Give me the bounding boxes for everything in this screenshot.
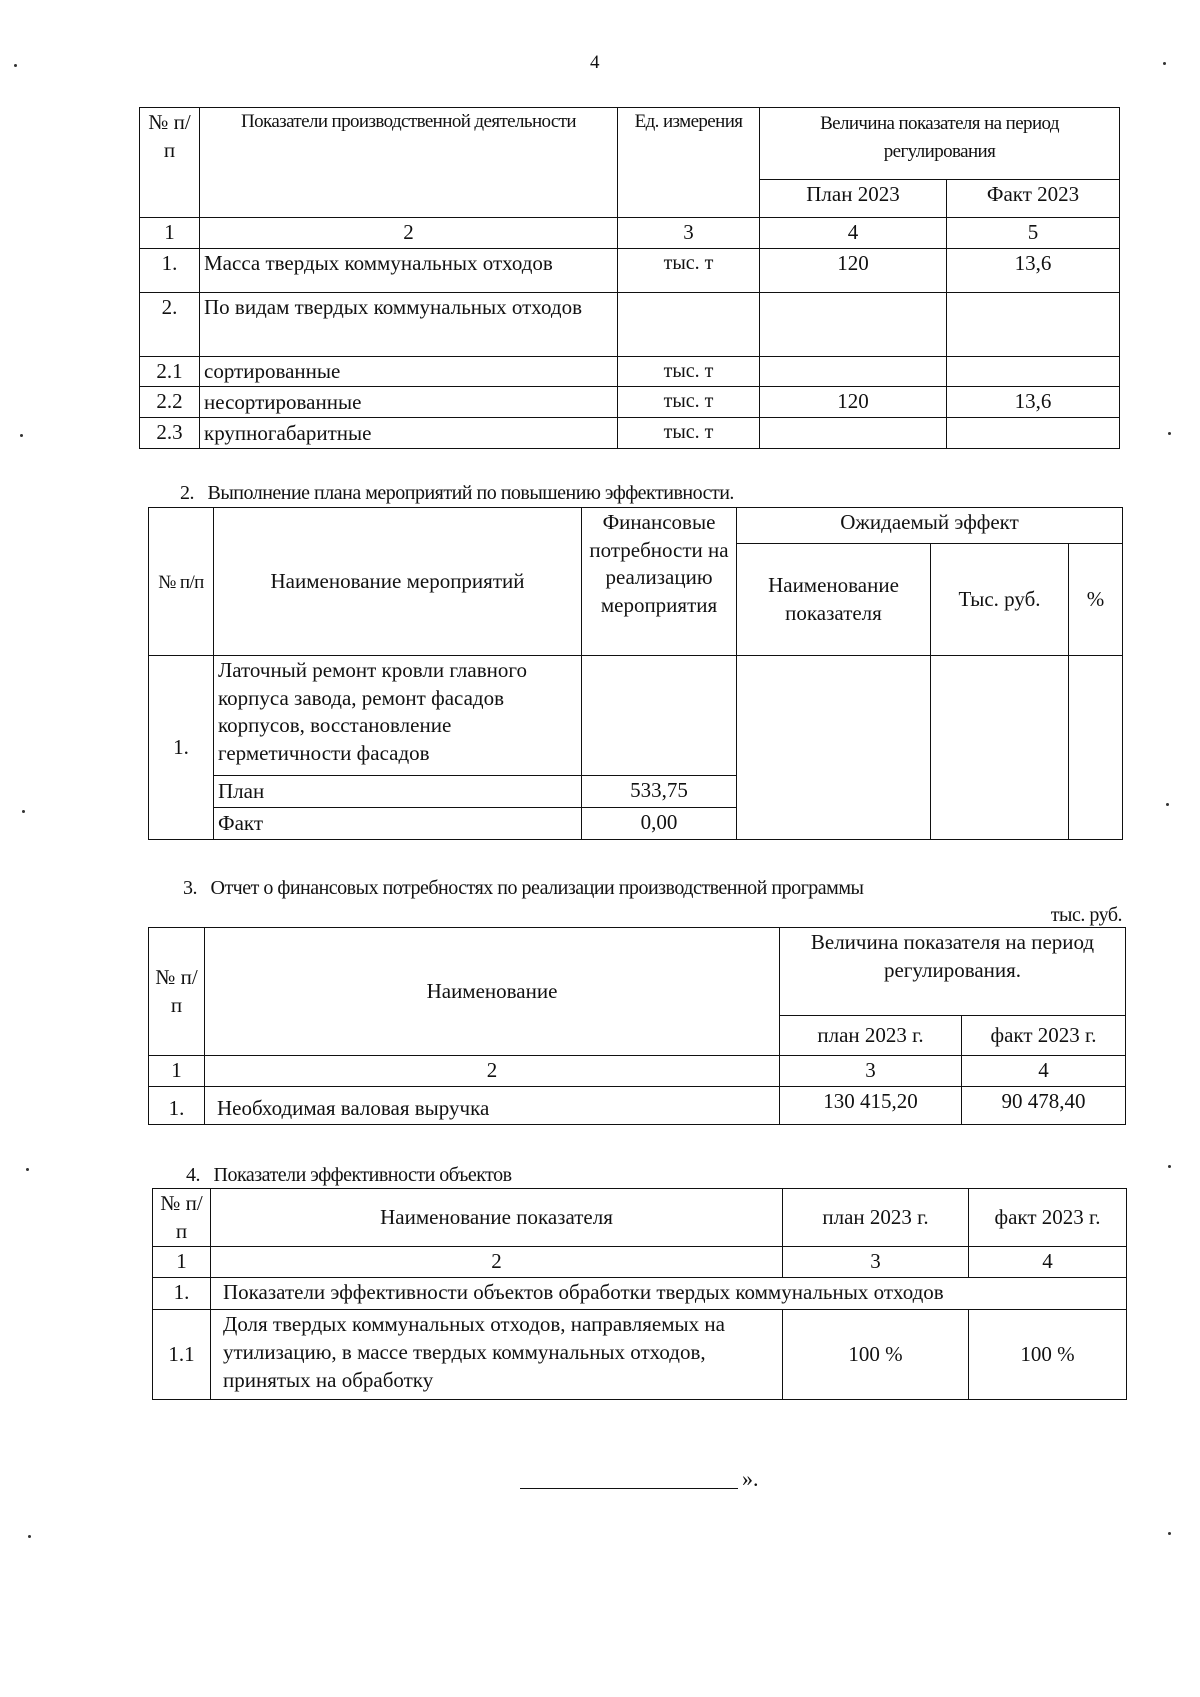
row-thous-rub	[931, 656, 1069, 840]
table-row	[149, 1086, 1126, 1124]
row-finance	[582, 656, 737, 776]
row-fact: 13,6	[947, 248, 1120, 292]
row-plan	[760, 356, 947, 387]
section-3-title: 3. Отчет о финансовых потребностях по реализации производственной программы	[183, 877, 864, 899]
header-fact: факт 2023 г.	[962, 1016, 1126, 1056]
col-number: 2	[211, 1247, 783, 1278]
group-num: 1.	[153, 1278, 211, 1310]
scan-speck	[1168, 1532, 1171, 1535]
header-plan: План 2023	[760, 180, 947, 218]
scan-speck	[22, 810, 25, 813]
scan-speck	[20, 434, 23, 437]
table-row	[140, 356, 1120, 387]
header-unit: Ед. измерения	[618, 108, 760, 218]
row-unit: тыс. т	[618, 356, 760, 387]
row-name: сортированные	[200, 356, 618, 387]
header-value: Величина показателя на период регулирования	[760, 108, 1120, 180]
row-plan: 100 %	[783, 1310, 969, 1400]
scan-speck	[1166, 803, 1169, 806]
col-number: 1	[153, 1247, 211, 1278]
row-num: 1.	[149, 656, 214, 840]
financial-needs-table	[148, 927, 1126, 1125]
scan-speck	[1163, 62, 1166, 65]
row-plan: 120	[760, 248, 947, 292]
col-number: 2	[205, 1056, 780, 1087]
header-indicator: Показатели производственной деятельности	[200, 108, 618, 218]
header-plan: план 2023 г.	[783, 1189, 969, 1247]
row-plan	[760, 418, 947, 449]
page-number: 4	[590, 52, 600, 73]
group-name: Показатели эффективности объектов обработки твердых коммунальных отходов	[211, 1278, 1127, 1310]
fact-label: Факт	[214, 808, 582, 840]
table-row	[140, 248, 1120, 292]
header-num: № п/п	[149, 508, 214, 656]
row-name: Необходимая валовая выручка	[205, 1086, 780, 1124]
plan-label: План	[214, 776, 582, 808]
row-num: 2.3	[140, 418, 200, 449]
row-fact	[947, 356, 1120, 387]
row-num: 2.	[140, 292, 200, 356]
table-row	[153, 1278, 1127, 1310]
row-name: По видам твердых коммунальных отходов	[200, 292, 618, 356]
scan-speck	[14, 64, 17, 67]
table-row	[140, 418, 1120, 449]
row-name: Масса твердых коммунальных отходов	[200, 248, 618, 292]
col-number: 3	[780, 1056, 962, 1087]
header-fact: факт 2023 г.	[969, 1189, 1127, 1247]
col-number: 1	[140, 218, 200, 249]
row-num: 2.1	[140, 356, 200, 387]
table-row	[149, 656, 1123, 776]
header-plan: план 2023 г.	[780, 1016, 962, 1056]
row-fact	[947, 292, 1120, 356]
col-number: 3	[618, 218, 760, 249]
row-num: 1.	[149, 1086, 205, 1124]
row-name: Латочный ремонт кровли главного корпуса завода, ремонт фасадов корпусов, восстановление герметичности фасадов	[214, 656, 582, 776]
fact-value: 0,00	[582, 808, 737, 840]
row-name: несортированные	[200, 387, 618, 418]
header-effect: Ожидаемый эффект	[737, 508, 1123, 544]
row-unit: тыс. т	[618, 387, 760, 418]
col-number: 5	[947, 218, 1120, 249]
col-number: 2	[200, 218, 618, 249]
row-name: Доля твердых коммунальных отходов, направляемых на утилизацию, в массе твердых коммунальных отходов, принятых на обработку	[211, 1310, 783, 1400]
col-number: 4	[962, 1056, 1126, 1087]
row-unit	[618, 292, 760, 356]
row-plan: 120	[760, 387, 947, 418]
row-unit: тыс. т	[618, 248, 760, 292]
col-number: 4	[969, 1247, 1127, 1278]
closing-quote: ».	[742, 1466, 759, 1491]
row-num: 2.2	[140, 387, 200, 418]
header-num: № п/п	[140, 108, 200, 218]
row-num: 1.1	[153, 1310, 211, 1400]
header-indicator-name: Наименование показателя	[737, 544, 931, 656]
row-fact	[947, 418, 1120, 449]
header-thous-rub: Тыс. руб.	[931, 544, 1069, 656]
section-2-title: 2. Выполнение плана мероприятий по повышению эффективности.	[180, 482, 734, 504]
header-percent: %	[1069, 544, 1123, 656]
scan-speck	[1168, 1165, 1171, 1168]
header-finance: Финансовые потребности на реализацию мероприятия	[582, 508, 737, 656]
plan-value: 533,75	[582, 776, 737, 808]
col-number: 1	[149, 1056, 205, 1087]
row-unit: тыс. т	[618, 418, 760, 449]
production-indicators-table	[139, 107, 1120, 449]
header-name: Наименование мероприятий	[214, 508, 582, 656]
section-4-title: 4. Показатели эффективности объектов	[186, 1164, 512, 1186]
row-indicator-name	[737, 656, 931, 840]
row-fact: 13,6	[947, 387, 1120, 418]
signature-line	[520, 1488, 738, 1489]
row-plan	[760, 292, 947, 356]
efficiency-measures-table	[148, 507, 1123, 840]
row-plan: 130 415,20	[780, 1086, 962, 1124]
header-name: Наименование	[205, 928, 780, 1056]
header-fact: Факт 2023	[947, 180, 1120, 218]
col-number: 3	[783, 1247, 969, 1278]
header-name: Наименование показателя	[211, 1189, 783, 1247]
header-value: Величина показателя на период регулирования.	[780, 928, 1126, 1016]
header-num: № п/п	[149, 928, 205, 1056]
scan-speck	[28, 1535, 31, 1538]
unit-note: тыс. руб.	[1050, 904, 1122, 926]
scan-speck	[1168, 432, 1171, 435]
header-num: № п/п	[153, 1189, 211, 1247]
scan-speck	[26, 1168, 29, 1171]
table-row	[140, 387, 1120, 418]
row-fact: 100 %	[969, 1310, 1127, 1400]
row-num: 1.	[140, 248, 200, 292]
table-row	[153, 1310, 1127, 1400]
row-fact: 90 478,40	[962, 1086, 1126, 1124]
object-efficiency-table	[152, 1188, 1127, 1400]
row-name: крупногабаритные	[200, 418, 618, 449]
row-percent	[1069, 656, 1123, 840]
table-row	[140, 292, 1120, 356]
col-number: 4	[760, 218, 947, 249]
